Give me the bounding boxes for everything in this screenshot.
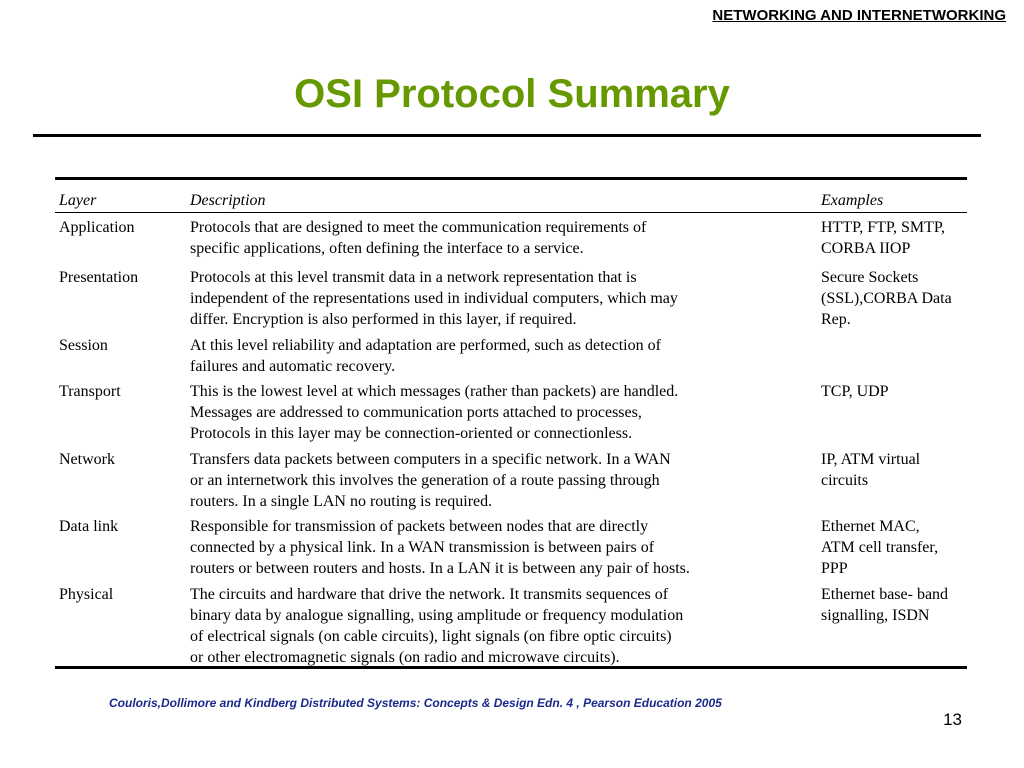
example-line: signalling, ISDN — [821, 607, 930, 624]
examples-cell — [821, 516, 989, 579]
description-line: or an internetwork this involves the generation of a route passing through — [190, 472, 660, 489]
description-line: routers. In a single LAN no routing is required. — [190, 493, 493, 510]
description-line: Transfers data packets between computers in a specific network. In a WAN — [190, 451, 671, 468]
example-line: PPP — [821, 560, 848, 577]
examples-cell — [821, 267, 989, 330]
table-header-rule — [55, 212, 967, 213]
example-line: Rep. — [821, 311, 851, 328]
column-header-layer: Layer — [59, 192, 97, 209]
layer-cell: Presentation — [59, 269, 139, 286]
example-line: Ethernet MAC, — [821, 518, 920, 535]
example-line: TCP, UDP — [821, 383, 889, 400]
example-line: CORBA IIOP — [821, 240, 911, 257]
example-line: Secure Sockets — [821, 269, 919, 286]
description-line: Protocols at this level transmit data in a network representation that is — [190, 269, 637, 286]
layer-cell: Physical — [59, 586, 114, 603]
examples-cell — [821, 449, 989, 491]
description-line: At this level reliability and adaptation are performed, such as detection of — [190, 337, 661, 354]
description-cell — [190, 217, 820, 259]
column-header-examples: Examples — [821, 192, 884, 209]
table-top-rule — [55, 177, 967, 180]
example-line: Ethernet base- band — [821, 586, 949, 603]
description-line: routers or between routers and hosts. In a LAN it is between any pair of hosts. — [190, 560, 690, 577]
examples-cell — [821, 381, 989, 402]
example-line: (SSL),CORBA Data — [821, 290, 952, 307]
description-line: connected by a physical link. In a WAN transmission is between pairs of — [190, 539, 655, 556]
layer-cell: Data link — [59, 518, 119, 535]
title-underline — [33, 134, 981, 137]
description-cell — [190, 267, 820, 330]
course-header: NETWORKING AND INTERNETWORKING — [712, 7, 1006, 24]
slide-title: OSI Protocol Summary — [294, 72, 730, 116]
description-line: of electrical signals (on cable circuits), light signals (on fibre optic circuits) — [190, 628, 672, 645]
citation-footer: Couloris,Dollimore and Kindberg Distributed Systems: Concepts & Design Edn. 4 , Pearson Education 2005 — [109, 696, 722, 710]
description-line: Protocols that are designed to meet the communication requirements of — [190, 219, 647, 236]
description-line: This is the lowest level at which messages (rather than packets) are handled. — [190, 383, 679, 400]
description-line: independent of the representations used in individual computers, which may — [190, 290, 678, 307]
description-line: Protocols in this layer may be connection-oriented or connectionless. — [190, 425, 633, 442]
example-line: IP, ATM virtual — [821, 451, 921, 468]
description-line: Responsible for transmission of packets between nodes that are directly — [190, 518, 649, 535]
layer-cell: Application — [59, 219, 135, 236]
description-cell — [190, 449, 820, 512]
layer-cell: Transport — [59, 383, 121, 400]
description-cell — [190, 584, 820, 668]
examples-cell — [821, 217, 989, 259]
layer-cell: Session — [59, 337, 108, 354]
example-line: circuits — [821, 472, 869, 489]
example-line: ATM cell transfer, — [821, 539, 939, 556]
page-number: 13 — [943, 710, 962, 729]
description-line: Messages are addressed to communication ports attached to processes, — [190, 404, 642, 421]
column-header-description: Description — [190, 192, 266, 209]
examples-cell — [821, 584, 989, 626]
description-cell — [190, 335, 820, 377]
layer-cell: Network — [59, 451, 115, 468]
description-line: differ. Encryption is also performed in this layer, if required. — [190, 311, 577, 328]
description-line: failures and automatic recovery. — [190, 358, 396, 375]
description-line: specific applications, often defining the interface to a service. — [190, 240, 584, 257]
description-line: The circuits and hardware that drive the network. It transmits sequences of — [190, 586, 669, 603]
description-cell — [190, 516, 820, 579]
description-cell — [190, 381, 820, 444]
description-line: or other electromagnetic signals (on radio and microwave circuits). — [190, 649, 620, 666]
description-line: binary data by analogue signalling, using amplitude or frequency modulation — [190, 607, 684, 624]
example-line: HTTP, FTP, SMTP, — [821, 219, 946, 236]
